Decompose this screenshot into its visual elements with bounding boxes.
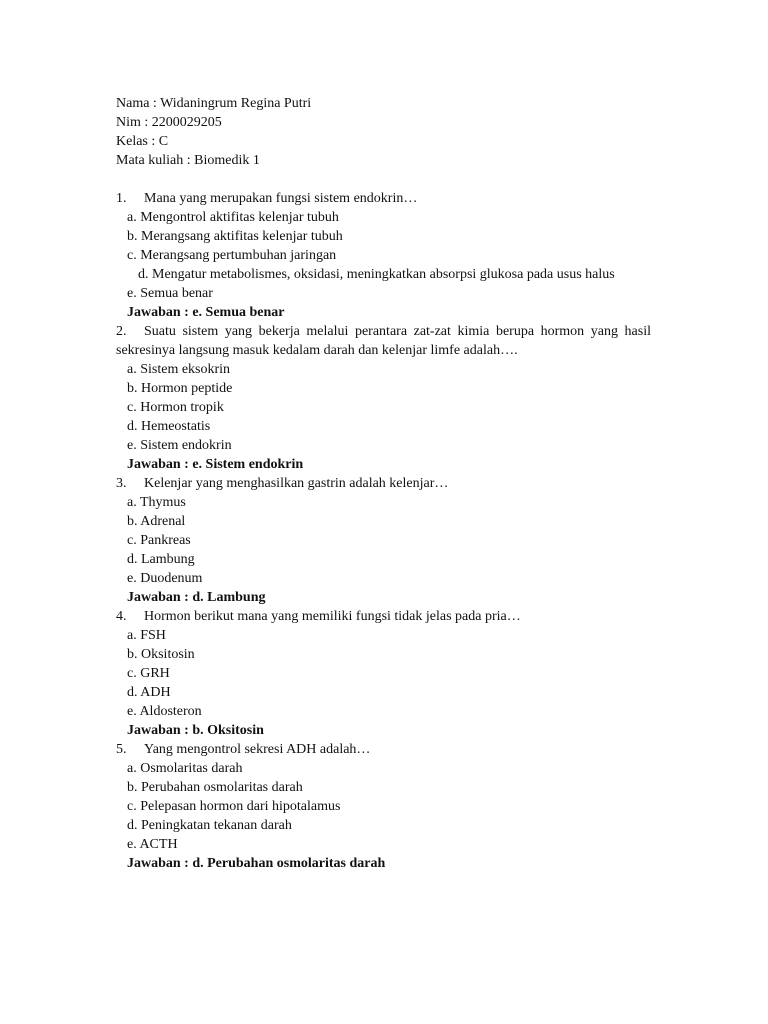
question-text: Hormon berikut mana yang memiliki fungsi tidak jelas pada pria…	[144, 609, 521, 624]
option-a: a. FSH	[127, 628, 166, 643]
option-b: b. Oksitosin	[127, 647, 195, 662]
option-c: c. Pelepasan hormon dari hipotalamus	[127, 799, 341, 814]
option-e: e. Semua benar	[127, 286, 213, 301]
option-a: a. Sistem eksokrin	[127, 362, 231, 377]
option-d: d. Peningkatan tekanan darah	[127, 818, 292, 833]
question-3	[116, 474, 651, 607]
option-a: a. Mengontrol aktifitas kelenjar tubuh	[127, 210, 339, 225]
question-2	[116, 322, 651, 474]
question-number: 3.	[116, 476, 127, 491]
student-nim: Nim : 2200029205	[116, 115, 222, 130]
option-d: d. Hemeostatis	[127, 419, 211, 434]
option-b: b. Perubahan osmolaritas darah	[127, 780, 303, 795]
answer: Jawaban : d. Lambung	[127, 590, 266, 605]
student-name: Nama : Widaningrum Regina Putri	[116, 96, 312, 111]
option-b: b. Merangsang aktifitas kelenjar tubuh	[127, 229, 343, 244]
option-c: c. Pankreas	[127, 533, 191, 548]
option-e: e. ACTH	[127, 837, 178, 852]
option-e: e. Duodenum	[127, 571, 203, 586]
question-text: Suatu sistem yang bekerja melalui perantara zat-zat kimia berupa hormon yang hasil sekresinya langsung masuk kedalam darah dan kelenjar limfe adalah….	[116, 324, 651, 358]
document-page	[116, 94, 651, 873]
answer: Jawaban : e. Sistem endokrin	[127, 457, 304, 472]
answer: Jawaban : d. Perubahan osmolaritas darah	[127, 856, 386, 871]
question-1	[116, 189, 651, 322]
option-c: c. GRH	[127, 666, 170, 681]
option-e: e. Aldosteron	[127, 704, 202, 719]
option-a: a. Thymus	[127, 495, 186, 510]
option-d: d. ADH	[127, 685, 171, 700]
option-d-text: d. Mengatur metabolismes, oksidasi, meningkatkan absorpsi glukosa pada usus halus	[138, 267, 615, 282]
question-text: Yang mengontrol sekresi ADH adalah…	[144, 742, 371, 757]
option-d: d. Lambung	[127, 552, 195, 567]
option-c: c. Merangsang pertumbuhan jaringan	[127, 248, 337, 263]
question-number: 5.	[116, 742, 127, 757]
option-b: b. Hormon peptide	[127, 381, 233, 396]
answer: Jawaban : b. Oksitosin	[127, 723, 264, 738]
question-number: 2.	[116, 324, 127, 339]
option-d	[116, 265, 651, 284]
question-text: Kelenjar yang menghasilkan gastrin adalah kelenjar…	[144, 476, 449, 491]
course-name: Mata kuliah : Biomedik 1	[116, 153, 260, 168]
student-class: Kelas : C	[116, 134, 169, 149]
student-info	[116, 94, 651, 170]
question-5	[116, 740, 651, 873]
option-e: e. Sistem endokrin	[127, 438, 232, 453]
question-number: 4.	[116, 609, 127, 624]
option-b: b. Adrenal	[127, 514, 186, 529]
question-text: Mana yang merupakan fungsi sistem endokrin…	[144, 191, 418, 206]
question-number: 1.	[116, 191, 127, 206]
answer: Jawaban : e. Semua benar	[127, 305, 285, 320]
option-a: a. Osmolaritas darah	[127, 761, 243, 776]
question-4	[116, 607, 651, 740]
option-c: c. Hormon tropik	[127, 400, 224, 415]
